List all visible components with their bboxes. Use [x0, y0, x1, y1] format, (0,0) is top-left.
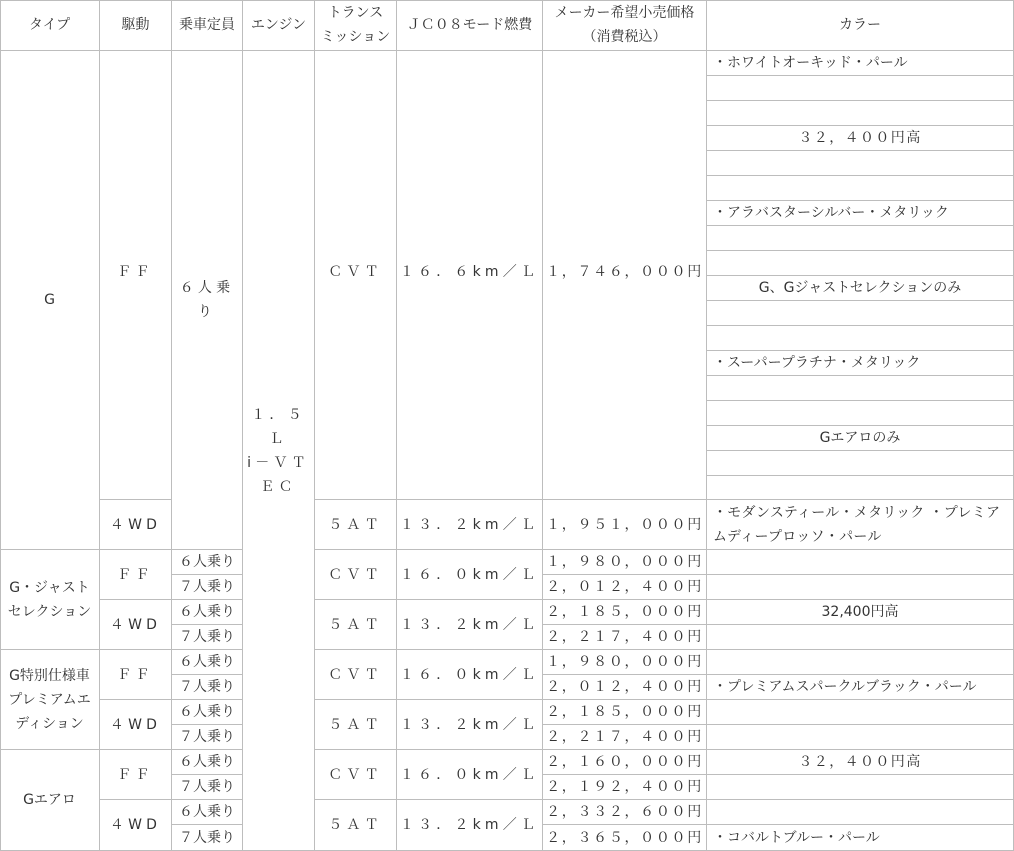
just-ff-transmission: ＣＶＴ — [315, 550, 397, 600]
color-blank — [707, 575, 1014, 600]
header-type: タイプ — [0, 0, 100, 51]
g-ff-fuel: １６．６km／Ｌ — [397, 51, 543, 500]
header-capacity: 乗車定員 — [172, 0, 243, 51]
color-note-g-only: G、Gジャストセレクションのみ — [707, 276, 1014, 301]
just-ff-capacity-7: ７人乗り — [172, 575, 243, 600]
header-engine: エンジン — [243, 0, 315, 51]
color-blank — [707, 625, 1014, 650]
just-4wd-capacity-7: ７人乗り — [172, 625, 243, 650]
just-4wd-fuel: １３．２km／Ｌ — [397, 600, 543, 650]
color-alabaster-silver: ・アラバスターシルバー・メタリック — [707, 201, 1014, 226]
aero-ff-price-6: ２，１６０，０００円 — [543, 750, 707, 775]
color-blank — [707, 151, 1014, 176]
aero-ff-transmission: ＣＶＴ — [315, 750, 397, 800]
color-modern-steel: ・モダンスティール・メタリック ・プレミアムディープロッソ・パール — [707, 500, 1014, 550]
color-blank — [707, 725, 1014, 750]
just-4wd-capacity-6: ６人乗り — [172, 600, 243, 625]
color-blank — [707, 550, 1014, 575]
aero-4wd-capacity-7: ７人乗り — [172, 825, 243, 851]
type-g: G — [0, 51, 100, 550]
color-super-platinum: ・スーパープラチナ・メタリック — [707, 351, 1014, 376]
type-g-premium-edition: G特別仕様車 プレミアムエ ディション — [0, 650, 100, 750]
color-surcharge: ３２，４００円高 — [707, 126, 1014, 151]
aero-4wd-fuel: １３．２km／Ｌ — [397, 800, 543, 851]
premium-4wd-price-7: ２，２１７，４００円 — [543, 725, 707, 750]
color-blank — [707, 650, 1014, 675]
aero-ff-fuel: １６．０km／Ｌ — [397, 750, 543, 800]
header-fuel-economy: ＪＣ０８モード燃費 — [397, 0, 543, 51]
color-blank — [707, 326, 1014, 351]
header-drive: 駆動 — [100, 0, 172, 51]
color-blank — [707, 251, 1014, 276]
engine: １．５Ｌ i－ＶＴ ＥＣ — [243, 51, 315, 851]
color-blank — [707, 226, 1014, 251]
aero-4wd-capacity-6: ６人乗り — [172, 800, 243, 825]
header-transmission: トランス ミッション — [315, 0, 397, 51]
premium-ff-capacity-7: ７人乗り — [172, 675, 243, 700]
premium-4wd-capacity-6: ６人乗り — [172, 700, 243, 725]
g-4wd-transmission: ５ＡＴ — [315, 500, 397, 550]
color-note-aero-only: Gエアロのみ — [707, 426, 1014, 451]
aero-ff-drive: ＦＦ — [100, 750, 172, 800]
premium-ff-drive: ＦＦ — [100, 650, 172, 700]
aero-4wd-transmission: ５ＡＴ — [315, 800, 397, 851]
color-blank — [707, 101, 1014, 126]
g-capacity: ６人乗り — [172, 51, 243, 550]
aero-4wd-price-6: ２，３３２，６００円 — [543, 800, 707, 825]
color-surcharge: 32,400円高 — [707, 600, 1014, 625]
just-ff-drive: ＦＦ — [100, 550, 172, 600]
color-blank — [707, 451, 1014, 476]
premium-ff-fuel: １６．０km／Ｌ — [397, 650, 543, 700]
color-cobalt-blue: ・コバルトブルー・パール — [707, 825, 1014, 851]
aero-ff-capacity-7: ７人乗り — [172, 775, 243, 800]
aero-4wd-drive: ４WD — [100, 800, 172, 851]
premium-ff-price-6: １，９８０，０００円 — [543, 650, 707, 675]
premium-ff-capacity-6: ６人乗り — [172, 650, 243, 675]
color-blank — [707, 301, 1014, 326]
just-ff-price-6: １，９８０，０００円 — [543, 550, 707, 575]
color-blank — [707, 176, 1014, 201]
premium-ff-transmission: ＣＶＴ — [315, 650, 397, 700]
premium-ff-price-7: ２，０１２，４００円 — [543, 675, 707, 700]
g-ff-price: １，７４６，０００円 — [543, 51, 707, 500]
color-blank — [707, 775, 1014, 800]
color-blank — [707, 700, 1014, 725]
color-white-orchid: ・ホワイトオーキッド・パール — [707, 51, 1014, 76]
type-g-aero: Gエアロ — [0, 750, 100, 851]
just-4wd-price-7: ２，２１７，４００円 — [543, 625, 707, 650]
g-ff-drive: ＦＦ — [100, 51, 172, 500]
just-4wd-transmission: ５ＡＴ — [315, 600, 397, 650]
just-ff-fuel: １６．０km／Ｌ — [397, 550, 543, 600]
just-4wd-price-6: ２，１８５，０００円 — [543, 600, 707, 625]
premium-4wd-drive: ４WD — [100, 700, 172, 750]
g-ff-transmission: ＣＶＴ — [315, 51, 397, 500]
premium-4wd-price-6: ２，１８５，０００円 — [543, 700, 707, 725]
g-4wd-fuel: １３．２km／Ｌ — [397, 500, 543, 550]
g-4wd-drive: ４WD — [100, 500, 172, 550]
just-ff-capacity-6: ６人乗り — [172, 550, 243, 575]
header-price: メーカー希望小売価格 （消費税込） — [543, 0, 707, 51]
color-blank — [707, 76, 1014, 101]
aero-ff-capacity-6: ６人乗り — [172, 750, 243, 775]
premium-4wd-fuel: １３．２km／Ｌ — [397, 700, 543, 750]
color-blank — [707, 401, 1014, 426]
color-premium-sparkle-black: ・プレミアムスパークルブラック・パール — [707, 675, 1014, 700]
color-surcharge: ３２，４００円高 — [707, 750, 1014, 775]
just-ff-price-7: ２，０１２，４００円 — [543, 575, 707, 600]
aero-4wd-price-7: ２，３６５，０００円 — [543, 825, 707, 851]
header-color: カラー — [707, 0, 1014, 51]
g-4wd-price: １，９５１，０００円 — [543, 500, 707, 550]
premium-4wd-transmission: ５ＡＴ — [315, 700, 397, 750]
premium-4wd-capacity-7: ７人乗り — [172, 725, 243, 750]
color-blank — [707, 800, 1014, 825]
aero-ff-price-7: ２，１９２，４００円 — [543, 775, 707, 800]
color-blank — [707, 476, 1014, 500]
color-blank — [707, 376, 1014, 401]
just-4wd-drive: ４WD — [100, 600, 172, 650]
type-g-just-selection: G・ジャスト セレクション — [0, 550, 100, 650]
